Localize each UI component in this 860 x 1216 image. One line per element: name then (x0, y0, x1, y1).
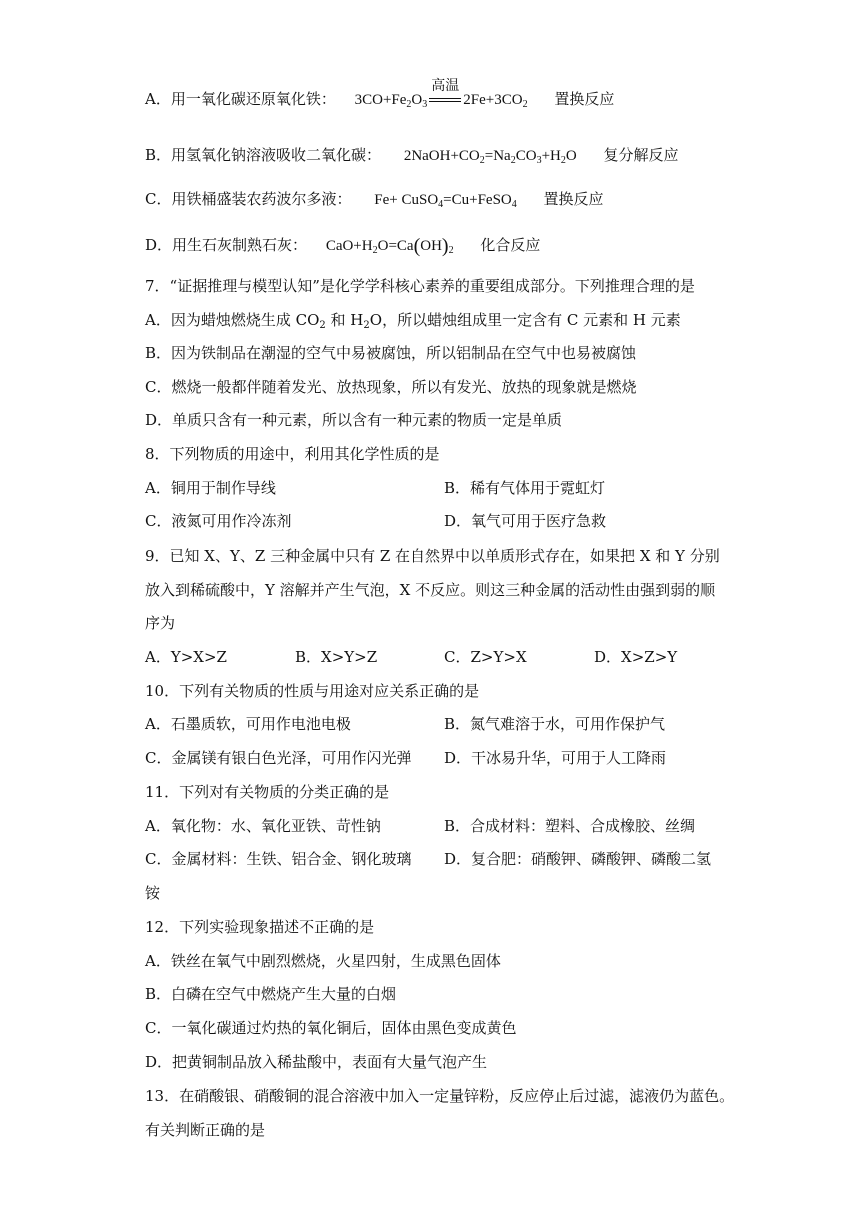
q9-option-d: D．X>Z>Y (594, 648, 678, 666)
q11-option-b: B．合成材料：塑料、合成橡胶、丝绸 (444, 817, 696, 835)
q9-option-a: A．Y>X>Z (145, 648, 227, 666)
q10-stem: 10．下列有关物质的性质与用途对应关系正确的是 (145, 682, 480, 700)
q6-option-c-equation: Fe+ CuSO$_4$=Cu+FeSO$_4$ (374, 192, 517, 210)
q8-option-b: B．稀有气体用于霓虹灯 (444, 479, 606, 497)
q10-option-b: B．氮气难溶于水，可用作保护气 (444, 715, 666, 733)
q13-stem-line-2: 有关判断正确的是 (145, 1121, 266, 1139)
q8-option-d: D．氧气可用于医疗急救 (444, 512, 607, 530)
q6-option-a-type: 置换反应 (554, 90, 615, 108)
q6-option-d (145, 235, 540, 256)
q9-option-c: C．Z>Y>X (444, 648, 527, 666)
reaction-condition: 高温 (431, 78, 460, 94)
q8-option-c: C．液氮可用作冷冻剂 (145, 512, 292, 530)
q9-stem-line-3: 序为 (145, 614, 176, 632)
q12-option-d: D．把黄铜制品放入稀盐酸中，表面有大量气泡产生 (145, 1053, 488, 1071)
reaction-condition-arrow (427, 78, 463, 111)
q6-option-d-equation: $CaO+H_2O=Ca(OH)_2$ (325, 235, 454, 257)
q6-option-a-equation: $3CO+Fe_2O_3$ 高温 $2Fe+3CO_2$ (354, 78, 528, 110)
q6-option-a (145, 78, 615, 111)
q12-option-a: A．铁丝在氧气中剧烈燃烧，火星四射，生成黑色固体 (145, 952, 501, 970)
q7-stem: 7．“证据推理与模型认知”是化学学科核心素养的重要组成部分。下列推理合理的是 (145, 277, 695, 295)
q11-option-d-continued: 铵 (145, 884, 161, 902)
q12-option-c: C．一氧化碳通过灼热的氧化铜后，固体由黑色变成黄色 (145, 1019, 517, 1037)
q8-option-a: A．铜用于制作导线 (145, 479, 276, 497)
q6-option-c (145, 189, 604, 210)
q8-stem: 8．下列物质的用途中，利用其化学性质的是 (145, 445, 440, 463)
q11-option-a: A．氧化物：水、氧化亚铁、苛性钠 (145, 817, 381, 835)
q12-option-b: B．白磷在空气中燃烧产生大量的白烟 (145, 985, 397, 1003)
q10-option-a: A．石墨质软，可用作电池电极 (145, 715, 351, 733)
q6-option-d-type: 化合反应 (480, 236, 541, 254)
q6-option-b (145, 145, 679, 166)
q7-option-c: C．燃烧一般都伴随着发光、放热现象，所以有发光、放热的现象就是燃烧 (145, 378, 637, 396)
q7-option-a: A．因为蜡烛燃烧生成 $CO_2$ 和 $H_2O$，所以蜡烛组成里一定含有 C 元素和 H 元素 (145, 311, 681, 331)
q6-option-c-type: 置换反应 (543, 190, 604, 208)
q13-stem-line-1: 13．在硝酸银、硝酸铜的混合溶液中加入一定量锌粉，反应停止后过滤，滤液仍为蓝色。 (145, 1087, 735, 1105)
q7-option-b: B．因为铁制品在潮湿的空气中易被腐蚀，所以铝制品在空气中也易被腐蚀 (145, 344, 637, 362)
q9-option-b: B．X>Y>Z (295, 648, 378, 666)
q6-option-d-label: D．用生石灰制熟石灰： (145, 236, 308, 254)
q6-option-b-label: B．用氢氧化钠溶液吸收二氧化碳： (145, 146, 382, 164)
q11-option-d: D．复合肥：硝酸钾、磷酸钾、磷酸二氢 (444, 850, 712, 868)
q12-stem: 12．下列实验现象描述不正确的是 (145, 918, 375, 936)
q6-option-c-label: C．用铁桶盛装农药波尔多液： (145, 190, 352, 208)
q6-option-b-equation: $2NaOH+CO_2=Na_2CO_3+H_2O$ (403, 148, 577, 166)
q10-option-c: C．金属镁有银白色光泽，可用作闪光弹 (145, 749, 412, 767)
q9-stem-line-1: 9．已知 X、Y、Z 三种金属中只有 Z 在自然界中以单质形式存在，如果把 X 和 Y 分别 (145, 547, 720, 565)
q11-stem: 11．下列对有关物质的分类正确的是 (145, 783, 390, 801)
q6-option-a-label: A．用一氧化碳还原氧化铁： (145, 90, 336, 108)
q7-option-d: D．单质只含有一种元素，所以含有一种元素的物质一定是单质 (145, 411, 563, 429)
q10-option-d: D．干冰易升华，可用于人工降雨 (444, 749, 667, 767)
q6-option-b-type: 复分解反应 (603, 146, 679, 164)
q11-option-c: C．金属材料：生铁、铝合金、钢化玻璃 (145, 850, 412, 868)
q9-stem-line-2: 放入到稀硫酸中，Y 溶解并产生气泡，X 不反应。则这三种金属的活动性由强到弱的顺 (145, 581, 716, 599)
